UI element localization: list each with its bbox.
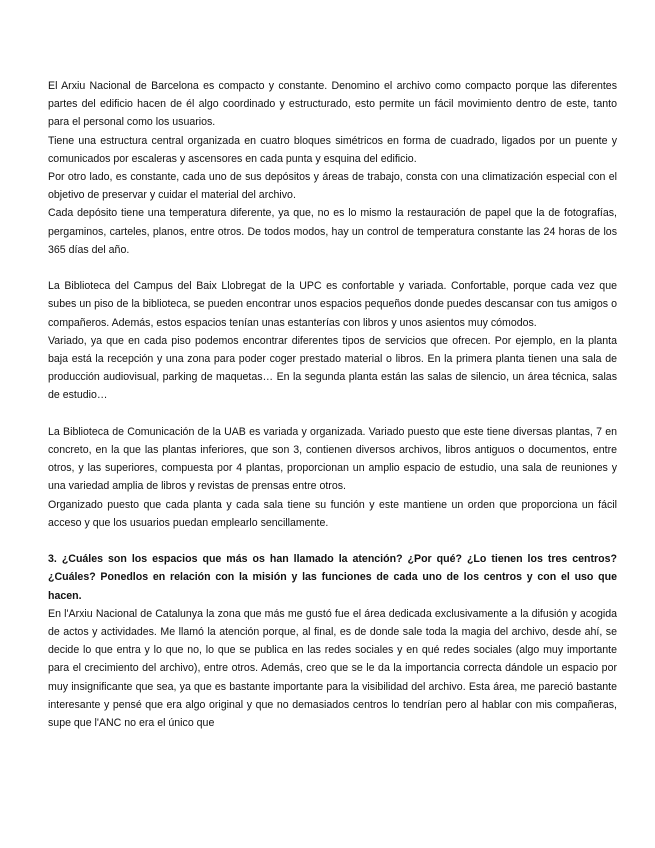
paragraph: Cada depósito tiene una temperatura diferente, ya que, no es lo mismo la restauración de papel que la de fotografías, pergaminos, carteles, planos, entre otros. De todos modos, hay un control de temperatura constante las 24 horas de los 365 días del año. bbox=[48, 207, 617, 256]
question-heading: 3. ¿Cuáles son los espacios que más os han llamado la atención? ¿Por qué? ¿Lo tienen los tres centros? ¿Cuáles? Ponedlos en relación con la misión y las funciones de cada uno de los centros y con el uso que hacen. bbox=[48, 553, 617, 602]
paragraph: Variado, ya que en cada piso podemos encontrar diferentes tipos de servicios que ofrecen. Por ejemplo, en la planta baja está la recepción y una zona para poder coger prestado material o libros. En la primera planta tienen una sala de producción audiovisual, parking de maquetas… En la segunda planta están las salas de silencio, un área técnica, salas de estudio… bbox=[48, 334, 617, 402]
answer-paragraph: En l'Arxiu Nacional de Catalunya la zona que más me gustó fue el área dedicada exclusivamente a la difusión y acogida de actos y actividades. Me llamó la atención porque, al final, es de donde sale toda la magia del archivo, desde ahí, se decide lo que entra y lo que no, lo que se publica en las redes sociales y en qué redes sociales (algo muy importante para el crecimiento del archivo), entre otros. Además, creo que se le da la importancia correcta dándole un espacio por muy insignificante que sea, ya que es bastante importante para la visibilidad del archivo. Esta área, me pareció bastante interesante y pensé que era algo original y que no demasiados centros lo tendrían pero al hablar con mis compañeras, supe que l'ANC no era el único que bbox=[48, 607, 617, 730]
paragraph: Organizado puesto que cada planta y cada sala tiene su función y este mantiene un orden que proporciona un fácil acceso y que los usuarios puedan emplearlo sencillamente. bbox=[48, 498, 617, 529]
paragraph-spacer bbox=[48, 532, 617, 550]
paragraph: El Arxiu Nacional de Barcelona es compacto y constante. Denomino el archivo como compacto porque las diferentes partes del edificio hacen de él algo coordinado y estructurado, esto permite un fácil movimiento dentro de este, tanto para el personal como los usuarios. bbox=[48, 80, 617, 129]
section-biblioteca-upc bbox=[48, 277, 617, 404]
document-page bbox=[48, 77, 617, 732]
section-biblioteca-uab bbox=[48, 423, 617, 532]
paragraph: La Biblioteca de Comunicación de la UAB es variada y organizada. Variado puesto que este tiene diversas plantas, 7 en concreto, en la que las plantas inferiores, que son 3, contienen diversos archivos, libros antiguos o documentos, entre otros, y las superiores, compuesta por 4 plantas, proporcionan un amplio espacio de estudio, una sala de reuniones y una variedad amplia de libros y revistas de prensas entre otros. bbox=[48, 425, 617, 493]
paragraph-spacer bbox=[48, 405, 617, 423]
paragraph: Tiene una estructura central organizada en cuatro bloques simétricos en forma de cuadrado, ligados por un puente y comunicados por escaleras y ascensores en cada punta y esquina del edificio. bbox=[48, 134, 617, 165]
paragraph-spacer bbox=[48, 259, 617, 277]
section-arxiu-nacional bbox=[48, 77, 617, 259]
paragraph: La Biblioteca del Campus del Baix Llobregat de la UPC es confortable y variada. Confortable, porque cada vez que subes un piso de la biblioteca, se pueden encontrar unos espacios pequeños donde puedes descansar con tus amigos o compañeros. Además, estos espacios tenían unas estanterías con libros y unos asientos muy cómodos. bbox=[48, 280, 617, 329]
paragraph: Por otro lado, es constante, cada uno de sus depósitos y áreas de trabajo, consta con una climatización especial con el objetivo de preservar y cuidar el material del archivo. bbox=[48, 171, 617, 202]
